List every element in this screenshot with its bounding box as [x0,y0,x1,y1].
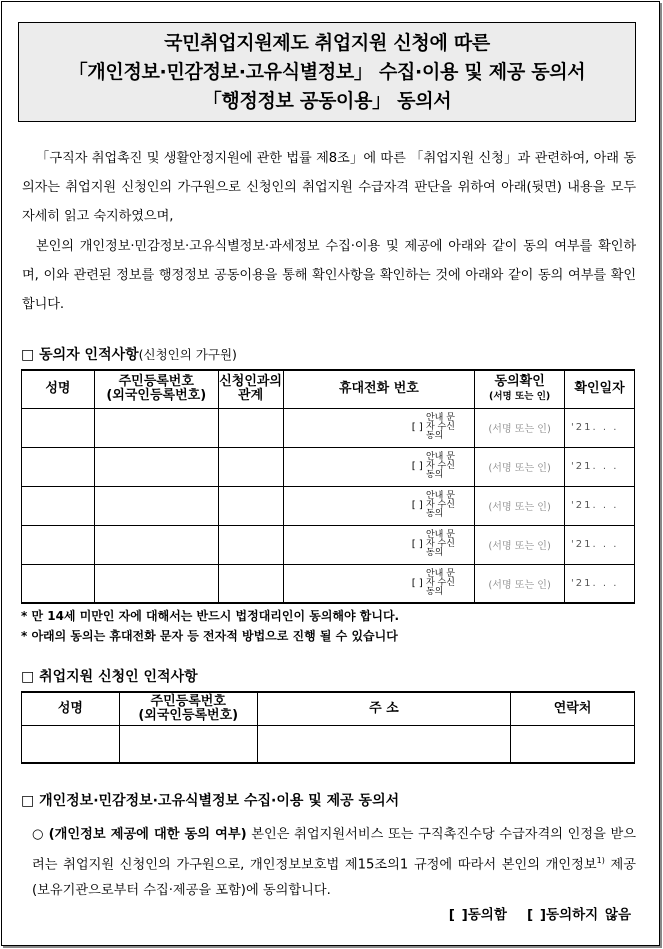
header-rrn-sub: (외국인등록번호) [106,388,207,404]
consenter-table [21,369,635,604]
consenter-date-cell[interactable]: '21. . . [565,525,635,564]
consent-lead: (개인정보 제공에 대한 동의 여부) [48,827,247,842]
header-consent-label: 동의확인 [494,373,545,389]
agree-options [449,903,631,923]
sms-consent-cell[interactable] [408,486,475,525]
header-rrn [94,370,218,408]
title-line-1: 국민취업지원제도 취업지원 신청에 따른 [164,31,490,54]
header-consent-sub: (서명 또는 인) [489,390,551,402]
consenter-relation-cell[interactable] [218,447,283,486]
title-line-3: 「행정정보 공동이용」 동의서 [202,89,452,112]
header-name: 성명 [22,370,95,408]
consent-body: 본인은 취업지원서비스 또는 구직촉진수당 수급자격의 인정을 받으려는 취업지원 신청인의 가구원으로, 개인정보보호법 제15조의1 규정에 따라서 본인의 개인정보 [32,827,636,873]
sms-checkbox[interactable]: [ ] [411,539,423,550]
section-1-title-text: □ 동의자 인적사항 [21,347,139,363]
consent-form-page [1,1,660,946]
sms-checkbox[interactable]: [ ] [411,461,423,472]
consenter-relation-cell[interactable] [218,486,283,525]
applicant-table [21,691,635,764]
header-rrn-label: 주민등록번호 [118,374,194,390]
header-consent [475,370,565,408]
sms-consent-cell[interactable] [408,564,475,603]
applicant-rrn-cell[interactable] [119,725,257,763]
applicant-header-name: 성명 [22,692,120,725]
consenter-phone-cell[interactable] [283,447,408,486]
consenter-row [22,486,635,525]
sms-consent-label: 안내 문자 수신 동의 [425,568,455,597]
footnote-marker: 1) [596,856,605,865]
consenter-relation-cell[interactable] [218,564,283,603]
sms-consent-label: 안내 문자 수신 동의 [425,452,455,480]
sms-consent-label: 안내 문자 수신 동의 [425,413,455,441]
applicant-name-cell[interactable] [22,725,120,763]
applicant-contact-cell[interactable] [511,725,635,763]
consenter-relation-cell[interactable] [218,525,283,564]
consenter-name-cell[interactable] [22,525,95,564]
intro-text-1: 「구직자 취업촉진 및 생활안정지원에 관한 법률 제8조」에 따른 「취업지원 신청」과 관련하여, 아래 동의자는 취업지원 신청인의 가구원으로 신청인의 취업지원 수급자격 판단을 위하여 아래(뒷면) 내용을 모두 자세히 읽고 숙지하였으며, [22,151,636,224]
intro-paragraph-2 [22,232,636,319]
intro-text-2: 본인의 개인정보·민감정보·고유식별정보·과세정보 수집·이용 및 제공에 아래와 같이 동의 여부를 확인하며, 이와 관련된 정보를 행정정보 공동이용을 통해 확인사항을 확인하는 것에 아래와 같이 동의 여부를 확인합니다. [22,239,636,312]
consenter-date-cell[interactable]: '21. . . [565,408,635,447]
applicant-header-contact: 연락처 [511,692,635,725]
bullet-circle: ○ [32,827,44,842]
section-3-title: □ 개인정보·민감정보·고유식별정보 수집·이용 및 제공 동의서 [21,793,400,809]
consenter-rrn-cell[interactable] [94,408,218,447]
consenter-name-cell[interactable] [22,408,95,447]
consenter-rrn-cell[interactable] [94,525,218,564]
sms-consent-label: 안내 문자 수신 동의 [425,530,455,558]
applicant-table-header [22,692,635,725]
consenter-relation-cell[interactable] [218,408,283,447]
sms-checkbox[interactable]: [ ] [411,577,423,589]
applicant-row [22,725,635,763]
form-title-box [18,22,636,122]
consenter-row [22,564,635,603]
consenter-sign-cell[interactable]: (서명 또는 인) [475,447,565,486]
consenter-sign-cell[interactable]: (서명 또는 인) [475,525,565,564]
note-minor: * 만 14세 미만인 자에 대해서는 반드시 법정대리인이 동의해야 합니다. [21,609,400,623]
consenter-row [22,447,635,486]
applicant-header-rrn-label: 주민등록번호 [150,693,226,709]
sms-consent-cell[interactable] [408,525,475,564]
consent-statement [32,822,636,904]
sms-checkbox[interactable]: [ ] [411,500,423,511]
applicant-header-rrn-sub: (외국인등록번호) [138,707,239,723]
sms-consent-cell[interactable] [408,408,475,447]
title-line-2: 「개인정보·민감정보·고유식별정보」 수집·이용 및 제공 동의서 [68,60,586,83]
section-1-subtitle: (신청인의 가구원) [138,347,237,362]
header-date: 확인일자 [565,370,635,408]
consenter-table-header [22,370,635,408]
consent-tail: 제공(보유기관으로부터 수집·제공을 포함)에 동의합니다. [32,857,636,899]
consenter-rrn-cell[interactable] [94,486,218,525]
header-phone: 휴대전화 번호 [283,370,475,408]
consenter-sign-cell[interactable]: (서명 또는 인) [475,486,565,525]
consenter-date-cell[interactable]: '21. . . [565,564,635,603]
consenter-name-cell[interactable] [22,486,95,525]
section-2-title: □ 취업지원 신청인 인적사항 [21,669,198,685]
agree-checkbox[interactable]: [ ]동의함 [448,907,507,923]
consenter-date-cell[interactable]: '21. . . [565,486,635,525]
applicant-header-address: 주 소 [257,692,511,725]
applicant-address-cell[interactable] [257,725,511,763]
note-electronic: * 아래의 동의는 휴대전화 문자 등 전자적 방법으로 진행 될 수 있습니다 [21,629,398,643]
consenter-phone-cell[interactable] [283,486,408,525]
consenter-row [22,525,635,564]
consenter-phone-cell[interactable] [283,564,408,603]
consenter-phone-cell[interactable] [283,408,408,447]
header-relation: 신청인과의 관계 [218,370,283,408]
consenter-sign-cell[interactable]: (서명 또는 인) [475,564,565,603]
consenter-rrn-cell[interactable] [94,564,218,603]
section-1-title [21,344,237,364]
intro-paragraph-1 [22,144,636,231]
sms-consent-label: 안내 문자 수신 동의 [425,491,455,519]
consenter-row [22,408,635,447]
consenter-rrn-cell[interactable] [94,447,218,486]
consenter-sign-cell[interactable]: (서명 또는 인) [475,408,565,447]
applicant-header-rrn [119,692,257,725]
consenter-phone-cell[interactable] [283,525,408,564]
consenter-name-cell[interactable] [22,447,95,486]
sms-checkbox[interactable]: [ ] [411,422,423,433]
consenter-name-cell[interactable] [22,564,95,603]
disagree-checkbox[interactable]: [ ]동의하지 않음 [527,907,631,923]
sms-consent-cell[interactable] [408,447,475,486]
consenter-date-cell[interactable]: '21. . . [565,447,635,486]
